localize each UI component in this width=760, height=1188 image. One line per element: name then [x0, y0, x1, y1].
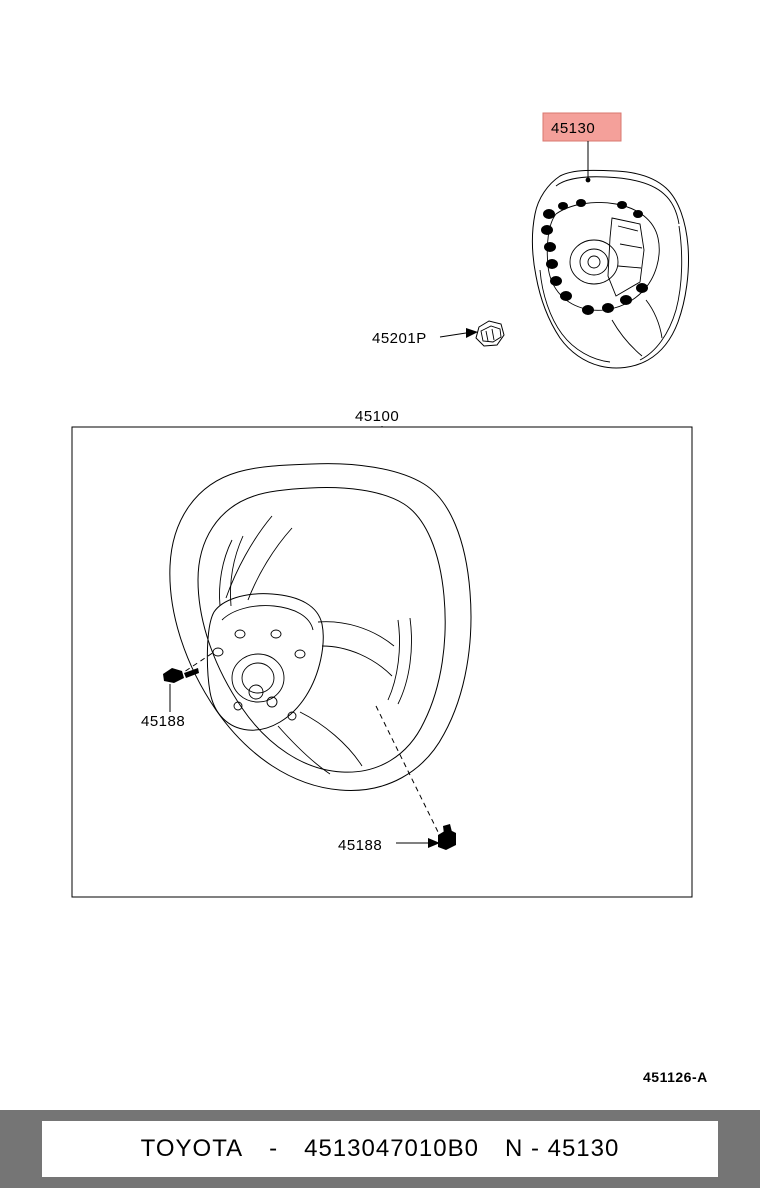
spoke-upper-left: [226, 516, 272, 598]
airbag-module-line-2: [620, 244, 642, 248]
airbag-right-crease: [640, 226, 682, 360]
hub-hole-e: [271, 630, 281, 638]
airbag-hub-ring-outer: [570, 240, 618, 284]
footer-suffix-code: N - 45130: [504, 1135, 620, 1162]
fastener-3: [544, 242, 556, 252]
fastener-5: [550, 276, 562, 286]
fastener-10: [633, 210, 643, 218]
airbag-hub-ring-inner: [588, 256, 600, 268]
label-45188-left: 45188: [141, 713, 186, 730]
fastener-7: [558, 202, 568, 210]
footer-brand: TOYOTA: [140, 1135, 244, 1162]
leader-dot-45130: [586, 178, 591, 183]
footer-separator: -: [269, 1135, 279, 1162]
steering-wheel-box: [72, 427, 692, 897]
hub-hole-f: [295, 650, 305, 658]
hub-ring-mid: [242, 663, 274, 693]
steering-rim-inner: [198, 488, 445, 773]
airbag-module-line-1: [618, 226, 638, 231]
leader-45201p: [440, 333, 466, 337]
airbag-spoke-detail-2: [612, 320, 642, 356]
steering-wheel-group: [72, 408, 692, 897]
label-45100: 45100: [355, 408, 400, 425]
fastener-13: [602, 303, 614, 313]
rim-shade-3: [388, 620, 400, 700]
footer-part-label: [42, 1121, 718, 1177]
spoke-lower: [278, 726, 330, 774]
hub-plate-edge: [222, 606, 313, 630]
fastener-11: [636, 283, 648, 293]
screw-45188-left-group: [141, 652, 214, 730]
label-45130: 45130: [551, 120, 596, 137]
fastener-12: [620, 295, 632, 305]
fastener-6: [560, 291, 572, 301]
hub-ring-outer: [232, 654, 284, 702]
rim-shade-4: [398, 618, 412, 704]
fastener-4: [546, 259, 558, 269]
airbag-spoke-detail: [646, 300, 662, 338]
label-45201p: 45201P: [372, 330, 427, 347]
airbag-hub-ring-mid: [580, 249, 608, 275]
steering-hub-plate: [207, 594, 323, 730]
nut-body: [476, 321, 504, 346]
nut-45201p-group: [372, 321, 504, 347]
airbag-pad-assembly: [532, 170, 688, 368]
airbag-fastener-cluster: [541, 199, 648, 315]
footer-bar: [0, 1110, 760, 1188]
fastener-14: [582, 305, 594, 315]
label-45130-group: [543, 113, 621, 182]
fastener-2: [541, 225, 553, 235]
spoke-upper-right: [318, 622, 394, 646]
airbag-module-line-3: [618, 266, 641, 268]
fastener-1: [543, 209, 555, 219]
fastener-8: [576, 199, 586, 207]
footer-part-number: 4513047010B0: [304, 1135, 479, 1162]
screw-head-left: [163, 668, 184, 683]
spoke-mid-right: [322, 646, 392, 676]
hub-hole-g: [213, 648, 223, 656]
hub-hole-d: [235, 630, 245, 638]
steering-rim-outer: [170, 464, 471, 791]
drawing-code: 451126-A: [643, 1069, 708, 1085]
label-45188-bottom: 45188: [338, 837, 383, 854]
leader-45188-bottom: [376, 706, 440, 836]
fastener-9: [617, 201, 627, 209]
airbag-outer-contour: [532, 170, 688, 368]
